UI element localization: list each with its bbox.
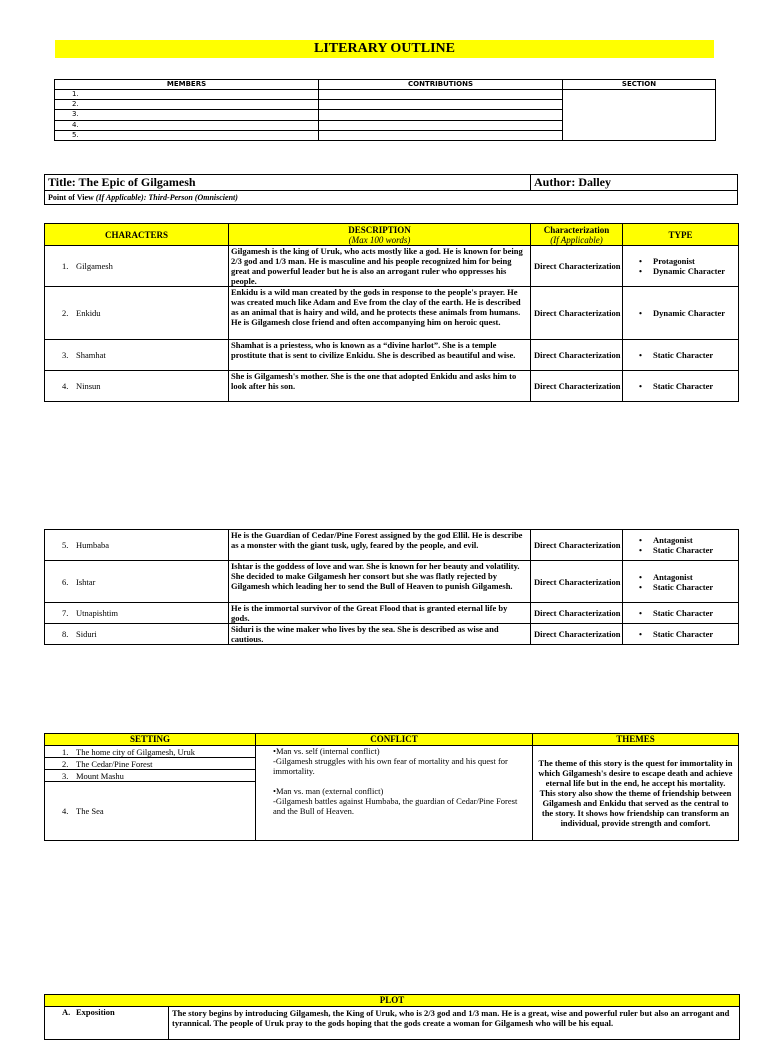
contribution-cell[interactable]: [319, 130, 563, 140]
themes-header: THEMES: [533, 734, 739, 746]
type-cell: • Antagonist • Static Character: [623, 530, 739, 561]
character-name: 8. Siduri: [45, 624, 229, 645]
characterization-cell: Direct Characterization: [531, 340, 623, 371]
section-cell[interactable]: [563, 90, 716, 141]
table-row: [45, 624, 739, 645]
table-row: [45, 340, 739, 371]
pov-value: (If Applicable): Third-Person (Omniscient): [95, 193, 238, 202]
setting-header: SETTING: [45, 734, 256, 746]
type-cell: • Antagonist • Static Character: [623, 561, 739, 603]
section-header: SECTION: [563, 80, 716, 90]
characterization-cell: Direct Characterization: [531, 246, 623, 287]
character-name: 2. Enkidu: [45, 287, 229, 340]
character-description: He is the Guardian of Cedar/Pine Forest assigned by the god Ellil. He is describe as a monster with the giant tusk, ugly, feared by the people, and evil.: [229, 530, 531, 561]
contribution-cell[interactable]: [319, 100, 563, 110]
setting-conflict-themes-table: [44, 733, 739, 841]
table-row: [45, 371, 739, 402]
type-cell: • Dynamic Character: [623, 287, 739, 340]
contribution-cell[interactable]: [319, 120, 563, 130]
plot-text: The story begins by introducing Gilgamesh, the King of Uruk, who is 2/3 god and 1/3 man. He is a great, wise and powerful ruler but also an arrogant and tyrannical. The people of Uruk pray to the gods hoping that the gods create a woman for Gilgamesh who will be his equal.: [169, 1007, 740, 1040]
character-name: 5. Humbaba: [45, 530, 229, 561]
member-row[interactable]: 1.: [55, 90, 319, 100]
setting-item: 2. The Cedar/Pine Forest: [45, 758, 256, 770]
character-name: 4. Ninsun: [45, 371, 229, 402]
character-description: Siduri is the wine maker who lives by the sea. She is described as wise and cautious.: [229, 624, 531, 645]
setting-item: 3. Mount Mashu: [45, 770, 256, 782]
plot-label: A. Exposition: [45, 1007, 169, 1040]
plot-table: [44, 994, 740, 1040]
character-name: 7. Utnapishtim: [45, 603, 229, 624]
character-description: Gilgamesh is the king of Uruk, who acts mostly like a god. He is known for being 2/3 god and 1/3 man. He is masculine and his people recognized him for being great and powerful leader but he is also an arrogant ruler who oppresses his people.: [229, 246, 531, 287]
contributions-header: CONTRIBUTIONS: [319, 80, 563, 90]
table-row: [45, 246, 739, 287]
theme-cell: The theme of this story is the quest for immortality in which Gilgamesh's desire to escape death and achieve eternal life but in the end, he accept his mortality. This story also show the theme of friendship between Gilgamesh and Enkidu that served as the central to the story. It shows how friendship can transform an individual, provide strength and comfort.: [533, 746, 739, 841]
contribution-cell[interactable]: [319, 90, 563, 100]
characterization-cell: Direct Characterization: [531, 530, 623, 561]
member-row[interactable]: 3.: [55, 110, 319, 120]
characterization-cell: Direct Characterization: [531, 624, 623, 645]
character-description: Shamhat is a priestess, who is known as a “divine harlot”. She is a temple prostitute that is sent to civilize Enkidu. She is described as beautiful and wise.: [229, 340, 531, 371]
member-row[interactable]: 5.: [55, 130, 319, 140]
description-header: DESCRIPTION (Max 100 words): [229, 224, 531, 246]
member-row[interactable]: 4.: [55, 120, 319, 130]
member-row[interactable]: 2.: [55, 100, 319, 110]
work-title: Title: The Epic of Gilgamesh: [45, 175, 531, 191]
characters-table: [44, 223, 739, 402]
type-header: TYPE: [623, 224, 739, 246]
type-cell: • Static Character: [623, 371, 739, 402]
type-cell: • Static Character: [623, 603, 739, 624]
table-row: [45, 530, 739, 561]
work-author: Author: Dalley: [531, 175, 738, 191]
character-description: He is the immortal survivor of the Great Flood that is granted eternal life by gods.: [229, 603, 531, 624]
characterization-cell: Direct Characterization: [531, 371, 623, 402]
conflict-cell: •Man vs. self (internal conflict) -Gilgamesh struggles with his own fear of mortality and his quest for immortality. •Man vs. man (external conflict) -Gilgamesh battles against Humbaba, the guardian of Cedar/Pine Forest and the Bull of Heaven.: [256, 746, 533, 841]
characters-table-continued: [44, 529, 739, 645]
table-row: [45, 287, 739, 340]
character-description: She is Gilgamesh's mother. She is the one that adopted Enkidu and asks him to look after his son.: [229, 371, 531, 402]
pov-label: Point of View: [48, 193, 96, 202]
plot-header: PLOT: [45, 995, 740, 1007]
characters-header: CHARACTERS: [45, 224, 229, 246]
point-of-view: [45, 191, 738, 205]
table-row: [45, 1007, 740, 1040]
document-title: LITERARY OUTLINE: [55, 40, 714, 58]
characterization-header: Characterization (If Applicable): [531, 224, 623, 246]
type-cell: • Static Character: [623, 340, 739, 371]
type-cell: • Protagonist • Dynamic Character: [623, 246, 739, 287]
character-description: Enkidu is a wild man created by the gods in response to the people's prayer. He was created much like Adam and Eve from the clay of the earth. He is described as an animal that is hairy and wild, and he protects these animals from humans. He is Gilgamesh close friend and often accompanying him on heroic quest.: [229, 287, 531, 340]
table-row: [45, 561, 739, 603]
setting-item: 4. The Sea: [45, 782, 256, 841]
character-name: 6. Ishtar: [45, 561, 229, 603]
members-header: MEMBERS: [55, 80, 319, 90]
work-info-table: [44, 174, 738, 205]
conflict-header: CONFLICT: [256, 734, 533, 746]
setting-item: 1. The home city of Gilgamesh, Uruk: [45, 746, 256, 758]
characterization-cell: Direct Characterization: [531, 287, 623, 340]
members-table: [54, 79, 716, 141]
character-name: 1. Gilgamesh: [45, 246, 229, 287]
character-name: 3. Shamhat: [45, 340, 229, 371]
characterization-cell: Direct Characterization: [531, 561, 623, 603]
table-row: [45, 603, 739, 624]
type-cell: • Static Character: [623, 624, 739, 645]
contribution-cell[interactable]: [319, 110, 563, 120]
characterization-cell: Direct Characterization: [531, 603, 623, 624]
character-description: Ishtar is the goddess of love and war. She is known for her beauty and volatility. She decided to make Gilgamesh her consort but she was flatly rejected by Gilgamesh which leading her to send the Bull of Heaven to punish Gilgamesh.: [229, 561, 531, 603]
